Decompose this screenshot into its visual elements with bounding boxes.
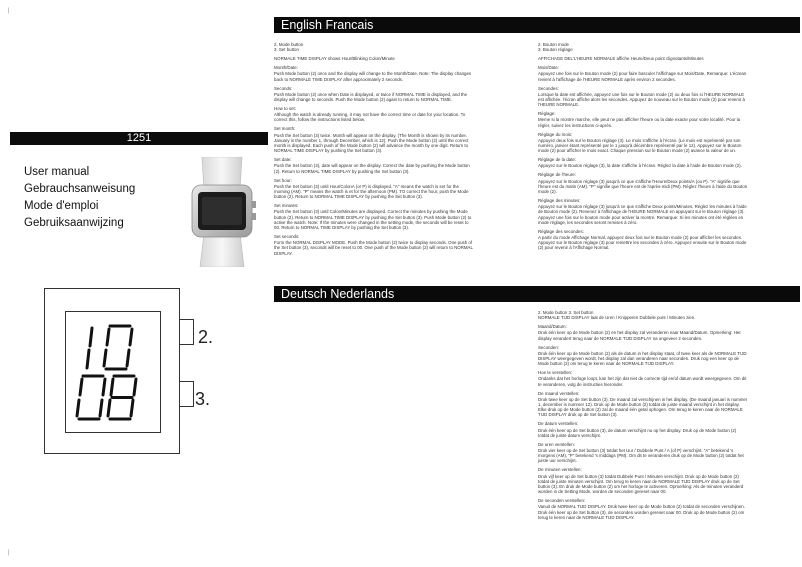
instruction-heading: Set minutes: xyxy=(274,203,299,209)
instruction-heading: Seconden: xyxy=(538,344,559,350)
lcd-digit-1 xyxy=(87,328,92,368)
instruction-text: Ondanks dat het horloge loopt, kan het zijn dat niet de correcte tijd en/of datum wordt weergegeven. Om dit te veranderen, volg de instructies hieronder. xyxy=(538,376,747,387)
instruction-text: Druk twee keer op de Set button (3). De maand zal verschijnen in het display. (De maand januari is nummer 1, december is nummer 12). Druk op de Mode button (2) totdat de juiste maand verschijnt in het display. Elke druk op de Mode button (2) zal de maand één getal ophogen. Om terug te keren naar de NORMALE TIJD DISPLAY druk op de Set button (3). xyxy=(538,396,748,418)
instruction-text: AFFICHAGE DEL'L'HEURE NORMALE affiche Heure/Deux point clignotants/Minutes xyxy=(538,56,704,62)
watch-product-image xyxy=(178,157,266,267)
instruction-text: NORMALE TIME DISPLAY shows Hour/Blinking Colon/Minute xyxy=(274,56,395,62)
crop-mark: | xyxy=(8,8,10,14)
instruction-heading: Set hour: xyxy=(274,177,292,183)
instruction-heading: Réglage de la date: xyxy=(538,157,577,163)
lcd-digit-8 xyxy=(108,376,136,419)
title-english: User manual xyxy=(24,166,90,178)
instruction-heading: Month/Date: xyxy=(274,65,298,71)
instruction-text: 2. Mode button 3. Set button xyxy=(274,42,304,53)
title-french: Mode d'emploi xyxy=(24,200,99,212)
instruction-text: A partir du mode Affichage Normal, appuyez deux fois sur le Bouton mode (2) pour afficher les secondes. Appuyez sur le Bouton réglage (3) pour remettre les secondes à zéro. Appuyez ensuite sur le Bouton mode (2) pour revenir à l'Affichage Normal. xyxy=(538,235,747,251)
instruction-heading: De maand verstellen: xyxy=(538,390,580,396)
set-button-marker xyxy=(180,381,194,407)
instruction-heading: De uren verstellen: xyxy=(538,441,575,447)
manual-titles xyxy=(24,164,135,232)
instruction-heading: Réglage des secondes: xyxy=(538,228,584,234)
instruction-heading: Seconds: xyxy=(274,85,293,91)
instruction-heading: De seconden verstellen: xyxy=(538,498,586,504)
instruction-text: Druk vier keer op de Set button (3) totdat het Uur / Dubbele Punt / A (of P) verschijnt. "A" betekend 's morgens (AM), "P" betekend 's middags (PM). Om dit te veranderen druk op de Mode button (2) totdat het juiste uur verschijnt. xyxy=(538,448,744,464)
instruction-heading: Mois/Date: xyxy=(538,65,559,71)
dutch-instructions xyxy=(538,310,748,524)
model-number-bar: 1251 xyxy=(10,132,268,145)
instruction-text: Druk één keer op de Mode button (2) en het display zal veranderen naar Maand/Datum. Opmerking: Het display verandert terug naar de NORMALE TIJD DISPLAY na ongeveer 2 seconden. xyxy=(538,330,741,341)
instruction-text: Druk vijf keer op de Set button (3) totdat Dubbele Punt / Minuten verschijnt. Druk op de Mode button (2) totdat de juiste minuten verschijnt. Om terug te keren naar de NORMALE TIJD DISPLAY druk op de Set button (3). En druk de Mode button (2) om het horloge te activeren. Opmerking: Als de minuten veranderd worden in de Setting Mode, worden de seconden gereset naar 00. xyxy=(538,473,744,495)
instruction-text: Appuyez sur le Bouton réglage (3) jusqu'à ce que s'affiche l'Heure/Deux points/A (ou P). "A" signifie que l'heure est du matin (AM). "P" signifie que l'heure est de l'après-midi (PM). Réglez l'heure à l'aide du Bouton mode (2). xyxy=(538,178,748,195)
lcd-digits xyxy=(66,312,160,432)
instruction-text: 2. Bouton mode 3. Bouton réglage xyxy=(538,42,573,53)
instruction-text: Although the watch is already running, it may not have the correct time or date for your location. To correct this, follow the instructions listed below. xyxy=(274,112,466,123)
instruction-text: Push the Set button (3) until Hour/ColonA (or P) is displayed. "A" means the watch is set for the morning (AM). "P" means the watch is et for the afternoon (PM). TO correct the hour, push the Mode button (2). Return to NORMAL TIME DISPLAY by pushing the Set button (3). xyxy=(274,183,469,200)
instruction-text: 2. Mode button 3. Set button NORMALE TIJD DISPLAY laat de Uren / Knipperen Dubbele punt / Minuten zien. xyxy=(538,310,696,321)
instruction-text: Form the NORMAL DISPLAY MODE. Push the Mode button (2) twice to display seconds. One push of the Set button (3), seconds will be reset to 00. One push of the Mode button (2) will return to NORMAL DISPLAY. xyxy=(274,240,473,256)
instruction-heading: Set seconds: xyxy=(274,234,300,240)
lcd-digit-0 xyxy=(104,326,132,369)
callout-3: 3. xyxy=(195,389,211,409)
mode-button-marker xyxy=(180,319,194,345)
instruction-text: Appuyez sur le Bouton réglage (3), la date s'affiche à l'écran. Réglez la date à l'aide de Bouton mode (2). xyxy=(538,163,742,169)
instruction-heading: Set month: xyxy=(274,126,296,132)
instruction-text: Lorsque la date est affichée, appuyez une fois sur le Bouton mode (2) ou deux fois si l'HEURE NORMALE est affichée. l'écran affiche alors les secondes. Appuyez de nouveau sur le Bouton mode (2) pour revenir à l'HEURE NORMALE. xyxy=(538,91,745,108)
instruction-heading: Maand/Datum: xyxy=(538,324,567,330)
watch-diagram xyxy=(44,288,180,454)
instruction-text: Push Mode button (2) once and the display will change to the Month/Date. Note: The display changes back to NORMALE TIME DISPLAY after approximately 2 seconds. xyxy=(274,71,472,82)
instruction-text: Druk één keer op de Set button (3), de datum verschijnt nu op het display. Druk op de Mode button (2) totdat de juiste datum verschijnt. xyxy=(538,427,737,438)
instruction-text: Appuyez une fois sur le Bouton mode (2) pour faire basculer l'affichage sur Mois/Date. Remarque: L'écrean revient à l'affichage de l'HEURE NORMALE après environ 2 secondes. xyxy=(538,71,747,82)
instruction-heading: Réglage du mois: xyxy=(538,131,573,137)
callout-2: 2. xyxy=(198,327,214,347)
title-german: Gebrauchsanweisung xyxy=(24,183,136,195)
instruction-heading: Hoe te verstellen: xyxy=(538,370,573,376)
instruction-heading: How to set: xyxy=(274,106,296,112)
instruction-text: Druk één keer op de Mode button (2) als de datum in het display staat, of twee keer als de NORMALE TIJD DISPLAY weergegeven wordt, het display zal dan veranderen naar seconden. Druk nog een keer op de Mode button (2) om terug te keren naar de NORMALE TIJD DISPLAY. xyxy=(538,350,747,367)
instruction-text: Appuyez deux fois sur le Bouton réglage (3). Le mois s'affiche à l'écran. (Le mois est représenté par son numéro, janvier étant représenté par le 1 jusqu'à décembre représenté par le 12). Appuyez sur le Bouton mode (2) pour afficher le mois exact. Chaque pression sur le Bouton mode (2) avance la valeur de un. xyxy=(538,137,742,154)
instruction-text: Push the Set button (3), date will appear on the display. Correct the date by pushing the Mode button (2). Return to NORMAL TIME DISPLAY by pushing the Set button (3). xyxy=(274,163,470,174)
lcd-display xyxy=(65,311,161,433)
instruction-heading: De datum verstellen: xyxy=(538,421,579,427)
instruction-text: Meme si la montre marche, elle peut ne pas afficher l'heure ou la date exacte pour votre localité. Pour la régler, suivez les instructions ci-après. xyxy=(538,117,741,128)
instruction-heading: Réglage de l'heure: xyxy=(538,172,576,178)
title-dutch: Gebruiksaanwijzing xyxy=(24,217,124,229)
english-instructions xyxy=(274,42,474,260)
instruction-heading: Secondes: xyxy=(538,85,559,91)
instruction-heading: Réglage des minutes: xyxy=(538,198,581,204)
lcd-digit-0b xyxy=(77,376,105,419)
section-bar-english-french: English Francais xyxy=(274,17,800,33)
instruction-text: Push Mode button (2) once when Date is displayed, or twice if NORMAL TIME is displayed, and the display will change to seconds. Push the Mode button (2) again to return to NORMAL TIME. xyxy=(274,91,468,103)
instruction-heading: Réglage: xyxy=(538,111,556,117)
section-bar-dutch: Deutsch Nederlands xyxy=(274,286,800,302)
instruction-text: Appuyez sur le Bouton réglage (3) jusqu'à ce que s'affiche Deux points/Minutes. Réglez les minutes à l'aide de Bouton mode (2). Revenez à l'affichage de l'HEURE NORMALE en appuyant sur le Bouton réglage (3). Appuyez une fois sur le bouton mode pour activer la montre. Remarque: Si les minutes ont été réglées en mode réglage, les secondes seront remises à zéro. xyxy=(538,204,747,225)
instruction-text: Push the Set button (3) until Colon/Minutes are displayed. Correct the minutes by pushing the Mode button (2). Return to NORMAL TIME DISPLAY by pushing the Set button (3). Push Mode button (2) to active the watch. Note: If the minutes were changed in the setting mode, the seconds will be reset to 00. Return to NORMAL TIME DISPLAY by pushing the Set button (3). xyxy=(274,209,472,231)
instruction-text: Push the Set button (3) twice. Month will appear on the display. (The Month is shown by its number. January is the number 1, through December, which is 12). Push the Mode button (2) until the correct month is displayed. Each push of the Mode button (2) will advance the month by one digit. Return to NORMAL TIME DISPLAY by pushing the Set button (3). xyxy=(274,132,469,154)
instruction-text: Vanuit de NORMAL TIJD DISPLAY. Druk twee keer op de Mode button (2) totdat de seconden verschijnen. Druk één keer op de Set button (3), de seconden worden gereset naar 00. Druk op de Mode button (2) om terug te keren naar de NORMALE TIJD DISPLAY. xyxy=(538,504,745,520)
french-instructions xyxy=(538,42,748,254)
crop-mark: | xyxy=(8,550,10,556)
instruction-heading: Set date: xyxy=(274,157,292,163)
instruction-heading: De minuten verstellen: xyxy=(538,467,582,473)
